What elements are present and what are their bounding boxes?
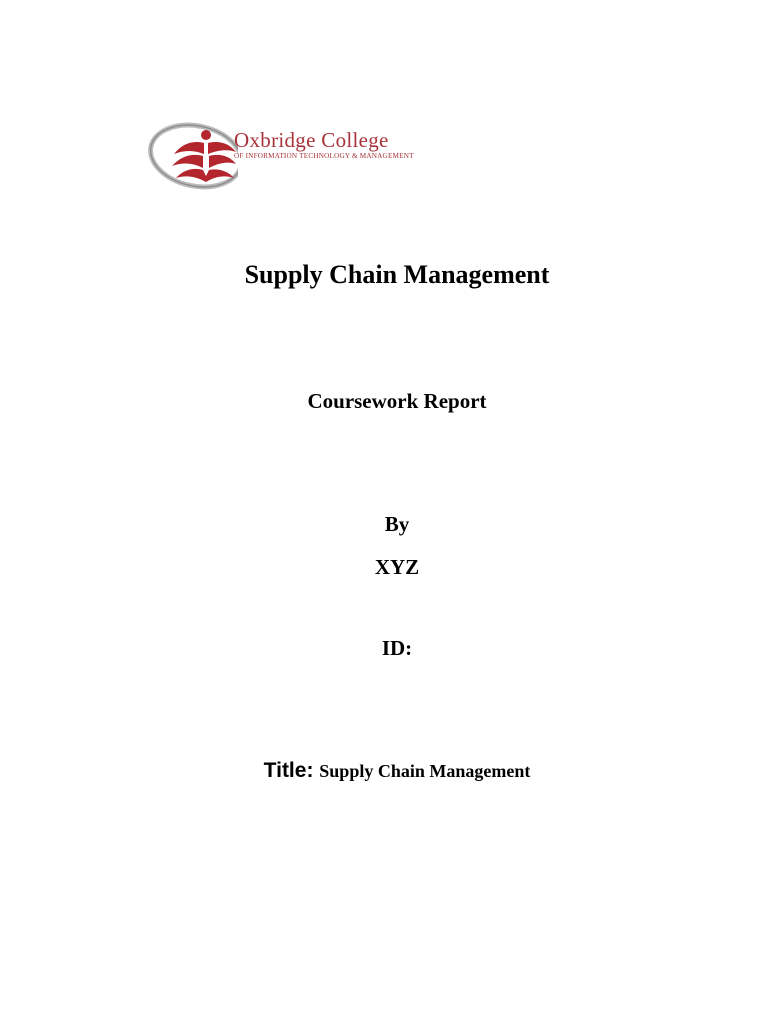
college-name: Oxbridge College [234,128,389,152]
college-logo [148,118,458,196]
author-name: XYZ [374,555,420,579]
document-title: Supply Chain Management [244,260,550,289]
college-subtitle: OF INFORMATION TECHNOLOGY & MANAGEMENT [234,152,414,160]
id-label: ID: [381,636,413,660]
title-prefix: Title: [263,759,320,782]
document-subtitle: Coursework Report [307,389,487,413]
by-label: By [384,512,410,536]
title-value: Supply Chain Management [319,761,531,781]
college-emblem-icon [148,118,238,196]
title-line [13,760,768,781]
